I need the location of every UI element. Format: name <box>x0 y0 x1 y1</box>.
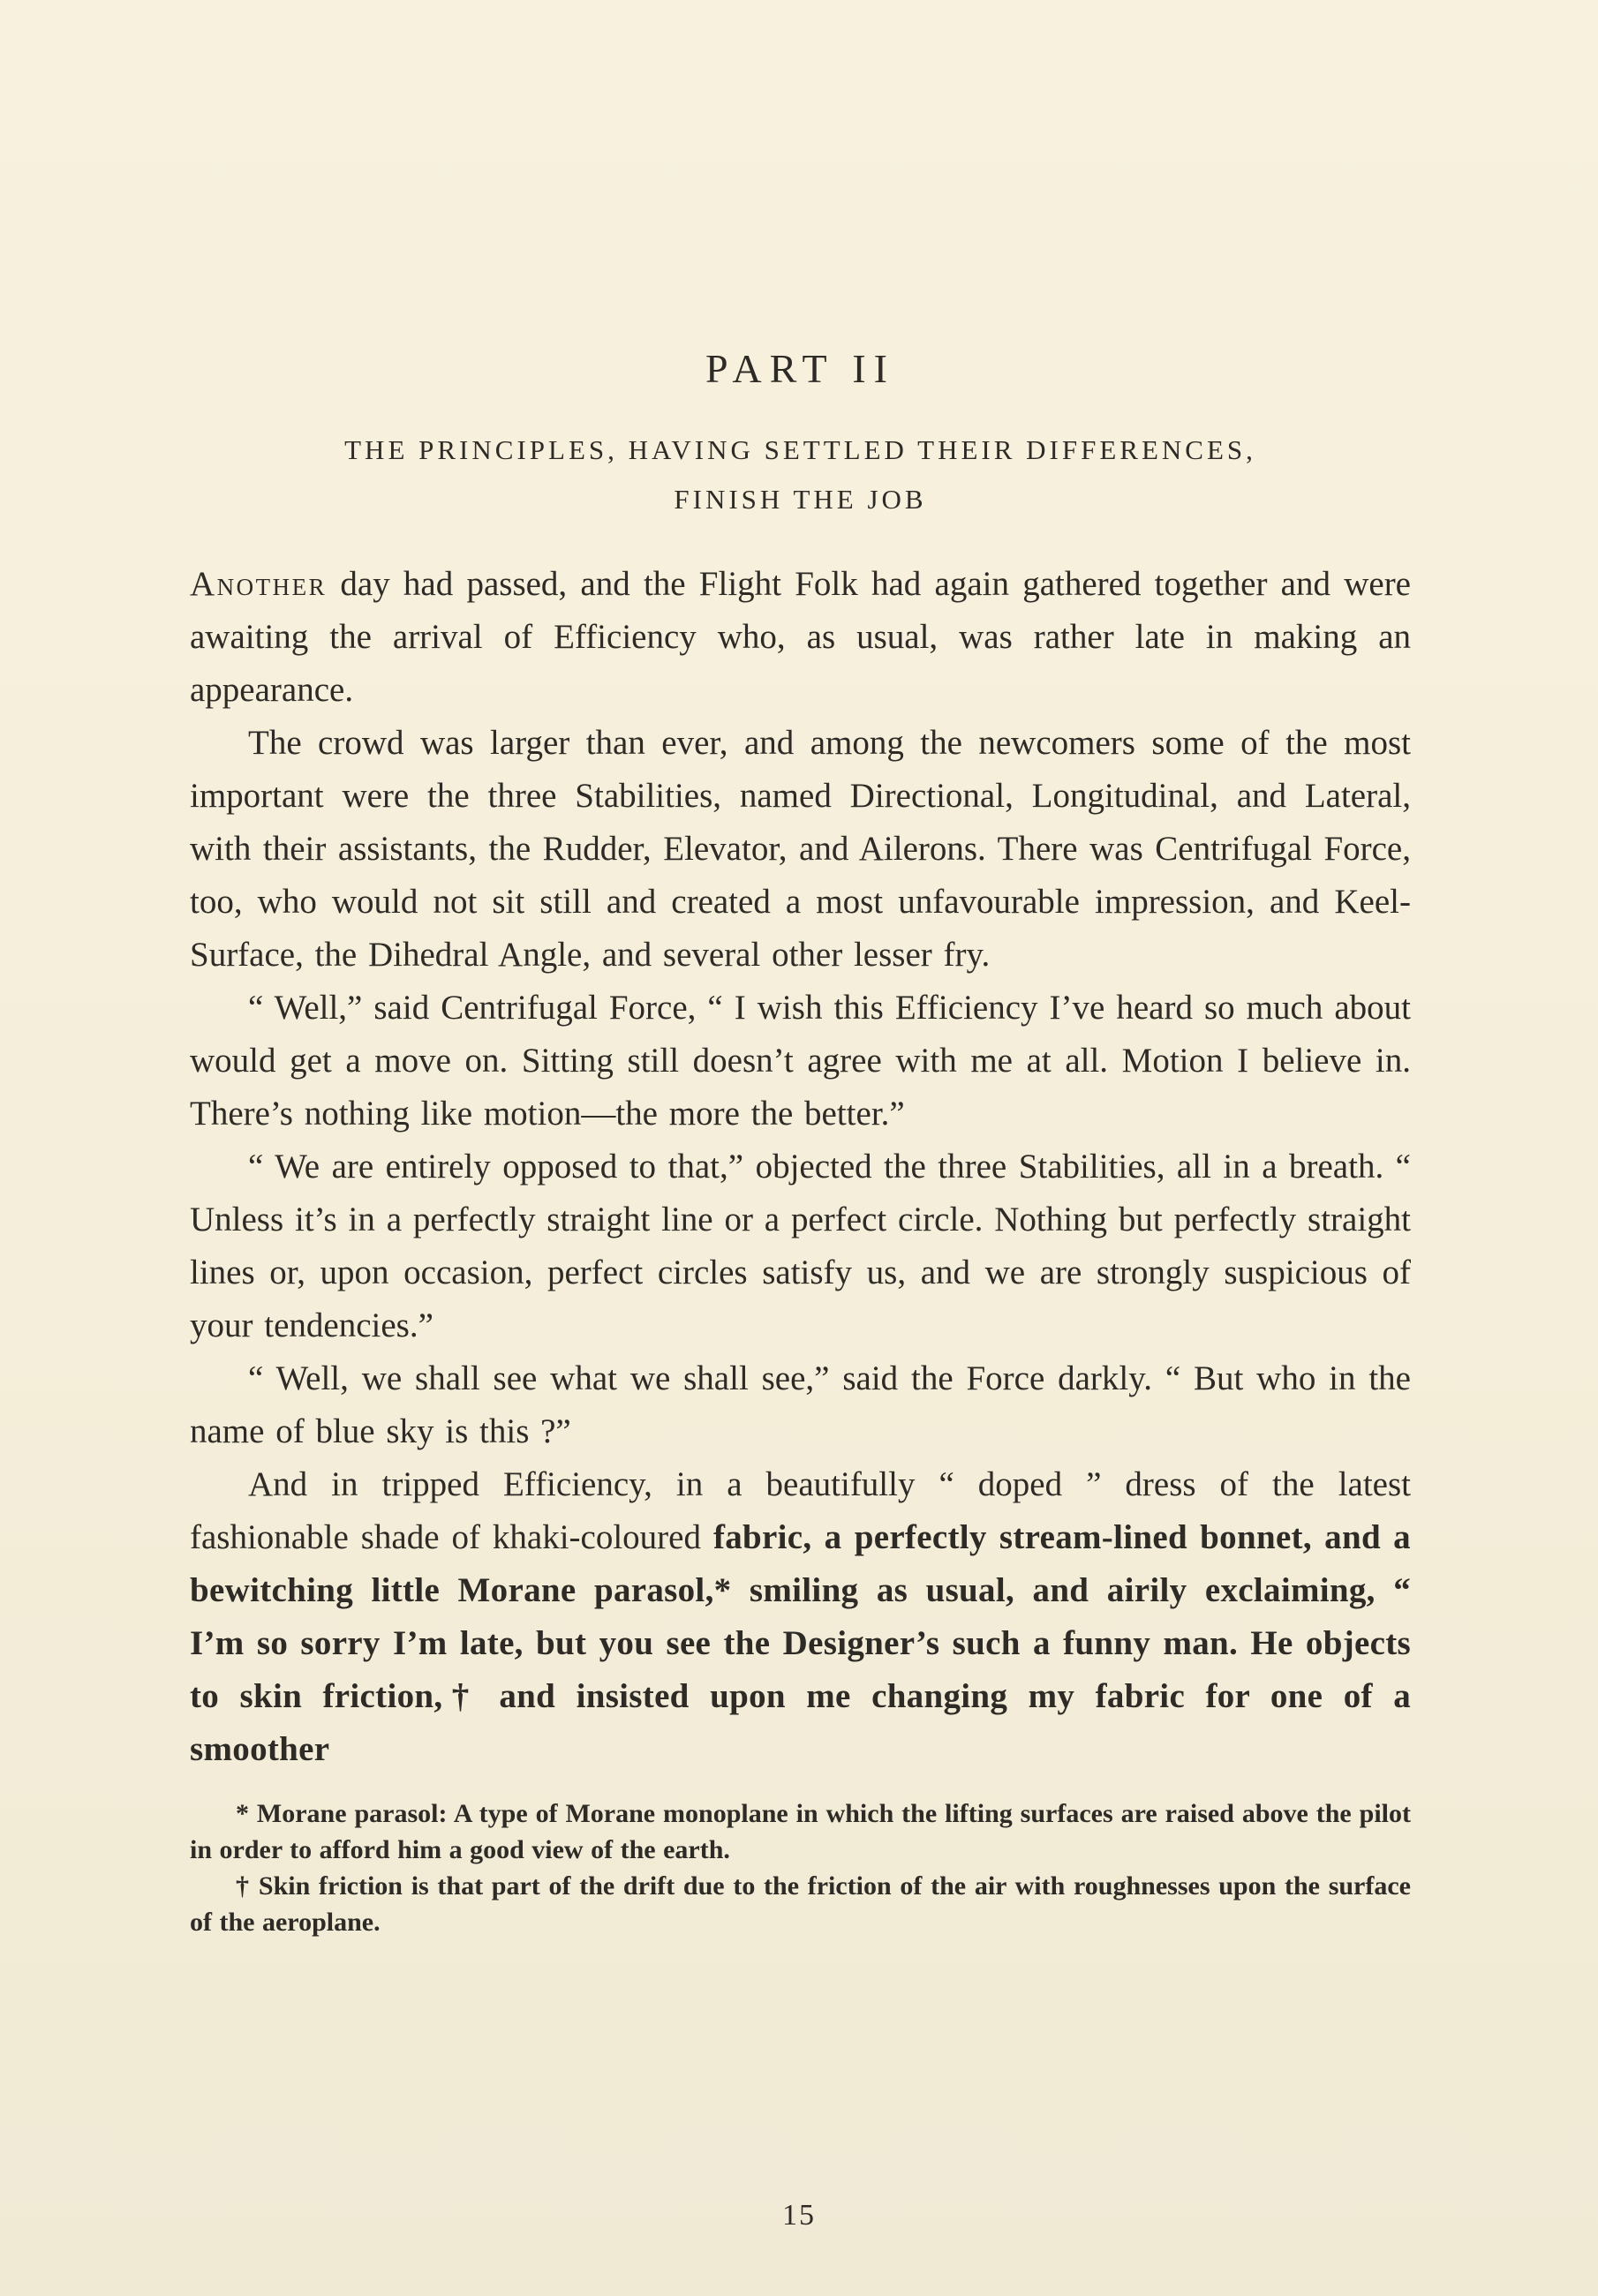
footnotes <box>190 1795 1411 1940</box>
paragraph-6 <box>190 1458 1411 1776</box>
paragraph-2: The crowd was larger than ever, and among the newcomers some of the most important were the three Stabilities, named Directional, Longitudinal, and Lateral, with their assistants, the Rudder, Elevator, and Ailerons. There was Centrifugal Force, too, who would not sit still and created a most unfavourable impression, and Keel-Surface, the Dihedral Angle, and several other lesser fry. <box>190 724 1411 974</box>
paragraph-3: “ Well,” said Centrifugal Force, “ I wish this Efficiency I’ve heard so much about would get a move on. Sitting still doesn’t agree with me at all. Motion I believe in. There’s nothing like motion—the more the better.” <box>190 989 1411 1133</box>
paragraph-5: “ Well, we shall see what we shall see,” said the Force darkly. “ But who in the name of blue sky is this ?” <box>190 1359 1411 1450</box>
paragraph-1-text: day had passed, and the Flight Folk had again gathered together and were awaiting the arrival of Efficiency who, as usual, was rather late in making an appearance. <box>190 565 1411 709</box>
part-title: PART II <box>705 346 895 391</box>
chapter-title <box>190 425 1411 524</box>
chapter-title-line-2: FINISH THE JOB <box>674 484 927 515</box>
chapter-title-line-1: THE PRINCIPLES, HAVING SETTLED THEIR DIFFERENCES, <box>344 434 1256 465</box>
paragraph-4: “ We are entirely opposed to that,” objected the three Stabilities, all in a breath. “ Unless it’s in a perfectly straight line or a perfect circle. Nothing but perfectly straight lines or, upon occasion, perfect circles satisfy us, and we are strongly suspicious of your tendencies.” <box>190 1148 1411 1344</box>
paragraph-1 <box>190 558 1411 717</box>
page-number: 15 <box>782 2199 816 2232</box>
body-text <box>190 558 1411 1776</box>
footnote-morane-parasol: * Morane parasol: A type of Morane monoplane in which the lifting surfaces are raised above the pilot in order to afford him a good view of the earth. <box>190 1799 1411 1864</box>
footnote-skin-friction: † Skin friction is that part of the drift due to the friction of the air with roughnesses upon the surface of the aeroplane. <box>190 1871 1411 1937</box>
paragraph-6-text: And in tripped Efficiency, in a beautifully “ doped ” dress of the latest fashionable shade of khaki-coloured <box>190 1465 1411 1556</box>
paragraph-6-text-heavy: fabric, a perfectly stream-lined bonnet, and a bewitching little Morane parasol,* smiling as usual, and airily exclaiming, “ I’m so sorry I’m late, but you see the Designer’s such a funny man. He objects to skin friction,† and insisted upon me changing my fabric for one of a smoother <box>190 1518 1411 1768</box>
lead-word: Another <box>190 565 328 603</box>
